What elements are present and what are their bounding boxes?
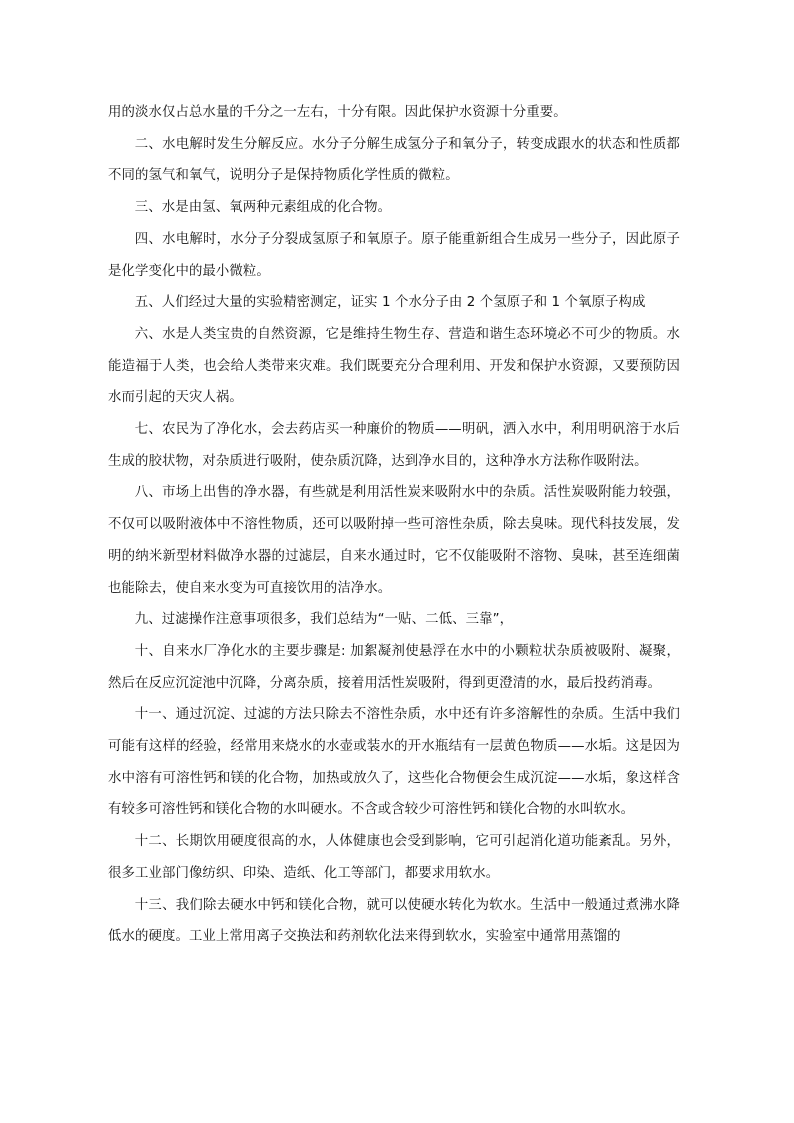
paragraph-6: 六、水是人类宝贵的自然资源，它是维持生物生存、营造和谐生态环境必不可少的物质。水能造福于人类，也会给人类带来灾难。我们既要充分合理利用、开发和保护水资源，又要预防因水而引起的天灾人祸。: [108, 326, 680, 406]
document-page: [108, 97, 680, 953]
paragraph-3: 三、水是由氢、氧两种元素组成的化合物。: [134, 200, 392, 216]
paragraph-7: 七、农民为了净化水，会去药店买一种廉价的物质——明矾，洒入水中，利用明矾溶于水后生成的胶状物，对杂质进行吸附，使杂质沉降，达到净水目的，这种净水方法称作吸附法。: [108, 422, 680, 469]
paragraph-12: 十二、长期饮用硬度很高的水，人体健康也会受到影响，它可引起消化道功能紊乱。另外，很多工业部门像纺织、印染、造纸、化工等部门，都要求用软水。: [108, 834, 680, 881]
paragraph-4: 四、水电解时，水分子分裂成氢原子和氧原子。原子能重新组合生成另一些分子，因此原子是化学变化中的最小微粒。: [108, 231, 680, 279]
paragraph-13: 十三、我们除去硬水中钙和镁化合物，就可以使硬水转化为软水。生活中一般通过煮沸水降低水的硬度。工业上常用离子交换法和药剂软化法来得到软水，实验室中通常用蒸馏的: [108, 897, 680, 945]
paragraph-continuation: 用的淡水仅占总水量的千分之一左右，十分有限。因此保护水资源十分重要。: [108, 105, 567, 120]
paragraph-8: 八、市场上出售的净水器，有些就是利用活性炭来吸附水中的杂质。活性炭吸附能力较强，不仅可以吸附液体中不溶性物质，还可以吸附掉一些可溶性杂质，除去臭味。现代科技发展，发明的纳米新型材料做净水器的过滤层，自来水通过时，它不仅能吸附不溶物、臭味，甚至连细菌也能除去，使自来水变为可直接饮用的洁净水。: [108, 485, 680, 596]
paragraph-10: 十、自来水厂净化水的主要步骤是: 加絮凝剂使悬浮在水中的小颗粒状杂质被吸附、凝聚，然后在反应沉淀池中沉降，分离杂质，接着用活性炭吸附，得到更澄清的水，最后投药消毒。: [108, 643, 680, 691]
paragraph-5: 五、人们经过大量的实验精密测定，证实 1 个水分子由 2 个氢原子和 1 个氧原子构成: [134, 295, 646, 311]
paragraph-2: 二、水电解时发生分解反应。水分子分解生成氢分子和氧分子，转变成跟水的状态和性质都不同的氢气和氧气，说明分子是保持物质化学性质的微粒。: [108, 136, 680, 184]
paragraph-11: 十一、通过沉淀、过滤的方法只除去不溶性杂质，水中还有许多溶解性的杂质。生活中我们可能有这样的经验，经常用来烧水的水壶或装水的开水瓶结有一层黄色物质——水垢。这是因为水中溶有可溶性钙和镁的化合物，加热或放久了，这些化合物便会生成沉淀——水垢，象这样含有较多可溶性钙和镁化合物的水叫硬水。不含或含较少可溶性钙和镁化合物的水叫软水。: [108, 707, 680, 818]
paragraph-9: 九、过滤操作注意事项很多，我们总结为“一贴、二低、三靠”，: [134, 612, 514, 628]
